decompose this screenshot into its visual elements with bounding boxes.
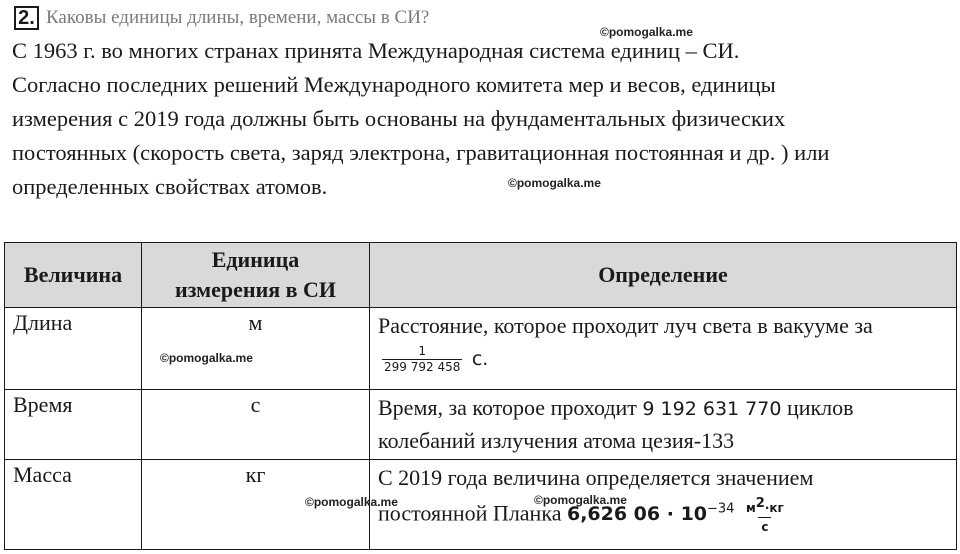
- cell-quantity: Масса: [5, 460, 142, 550]
- fraction-denominator: 299 792 458: [384, 360, 461, 375]
- question-number: 2.: [14, 6, 39, 30]
- watermark: ©pomogalka.me: [160, 351, 253, 365]
- unit-base: м: [745, 500, 756, 515]
- cell-definition: [370, 308, 957, 390]
- watermark: ©pomogalka.me: [534, 493, 627, 507]
- definition-text: Время, за которое проходит: [378, 395, 637, 420]
- cell-definition: [370, 390, 957, 460]
- cell-quantity: Время: [5, 390, 142, 460]
- paragraph-line: определенных свойствах атомов.: [12, 174, 328, 199]
- header-quantity: Величина: [5, 243, 142, 308]
- cesium-cycles-number: 9 192 631 770: [642, 398, 782, 420]
- cell-unit: с: [142, 390, 370, 460]
- cell-unit: кг: [142, 460, 370, 550]
- watermark: ©pomogalka.me: [305, 495, 398, 509]
- table-row: [5, 460, 957, 550]
- definition-text: постоянной Планка: [378, 500, 562, 526]
- definition-text: колебаний излучения атома цезия-133: [378, 428, 735, 453]
- cell-quantity: Длина: [5, 308, 142, 390]
- fraction-numerator: 1: [418, 344, 426, 359]
- question-text: Каковы единицы длины, времени, массы в СИ?: [46, 7, 430, 28]
- watermark: ©pomogalka.me: [508, 176, 601, 190]
- definition-text: С 2019 года величина определяется значением: [378, 465, 814, 490]
- table-header-row: [5, 243, 957, 308]
- definition-text: циклов: [781, 395, 854, 420]
- cell-unit: м: [142, 308, 370, 390]
- header-unit-line1: Единица: [211, 247, 300, 272]
- table-row: [5, 390, 957, 460]
- header-unit: [142, 243, 370, 308]
- question-header: [14, 5, 429, 31]
- fraction-unit: с.: [471, 348, 489, 370]
- intro-paragraph: [12, 34, 952, 204]
- planck-unit-numerator: [746, 495, 784, 517]
- paragraph-line: С 1963 г. во многих странах принята Международная система единиц – СИ.: [12, 38, 740, 63]
- unit-rest: ·кг: [764, 500, 784, 515]
- watermark: ©pomogalka.me: [600, 25, 693, 39]
- header-definition: Определение: [370, 243, 957, 308]
- paragraph-line: Согласно последних решений Международного комитета мер и весов, единицы: [12, 72, 776, 97]
- paragraph-line: измерения с 2019 года должны быть основаны на фундаментальных физических: [12, 106, 786, 131]
- table-row: [5, 308, 957, 390]
- planck-mantissa: 6,626 06 · 10: [566, 503, 708, 526]
- planck-unit-fraction: [746, 495, 784, 536]
- definition-text: Расстояние, которое проходит луч света в вакууме за: [378, 313, 873, 338]
- planck-exponent: −34: [707, 502, 735, 517]
- unit-exponent: 2: [755, 495, 765, 511]
- header-unit-line2: измерения в СИ: [174, 277, 337, 302]
- cell-definition: [370, 460, 957, 550]
- fraction: [382, 344, 462, 375]
- si-units-table: [4, 242, 957, 550]
- planck-unit-denominator: с: [758, 517, 771, 536]
- paragraph-line: постоянных (скорость света, заряд электрона, гравитационная постоянная и др. ) или: [12, 140, 830, 165]
